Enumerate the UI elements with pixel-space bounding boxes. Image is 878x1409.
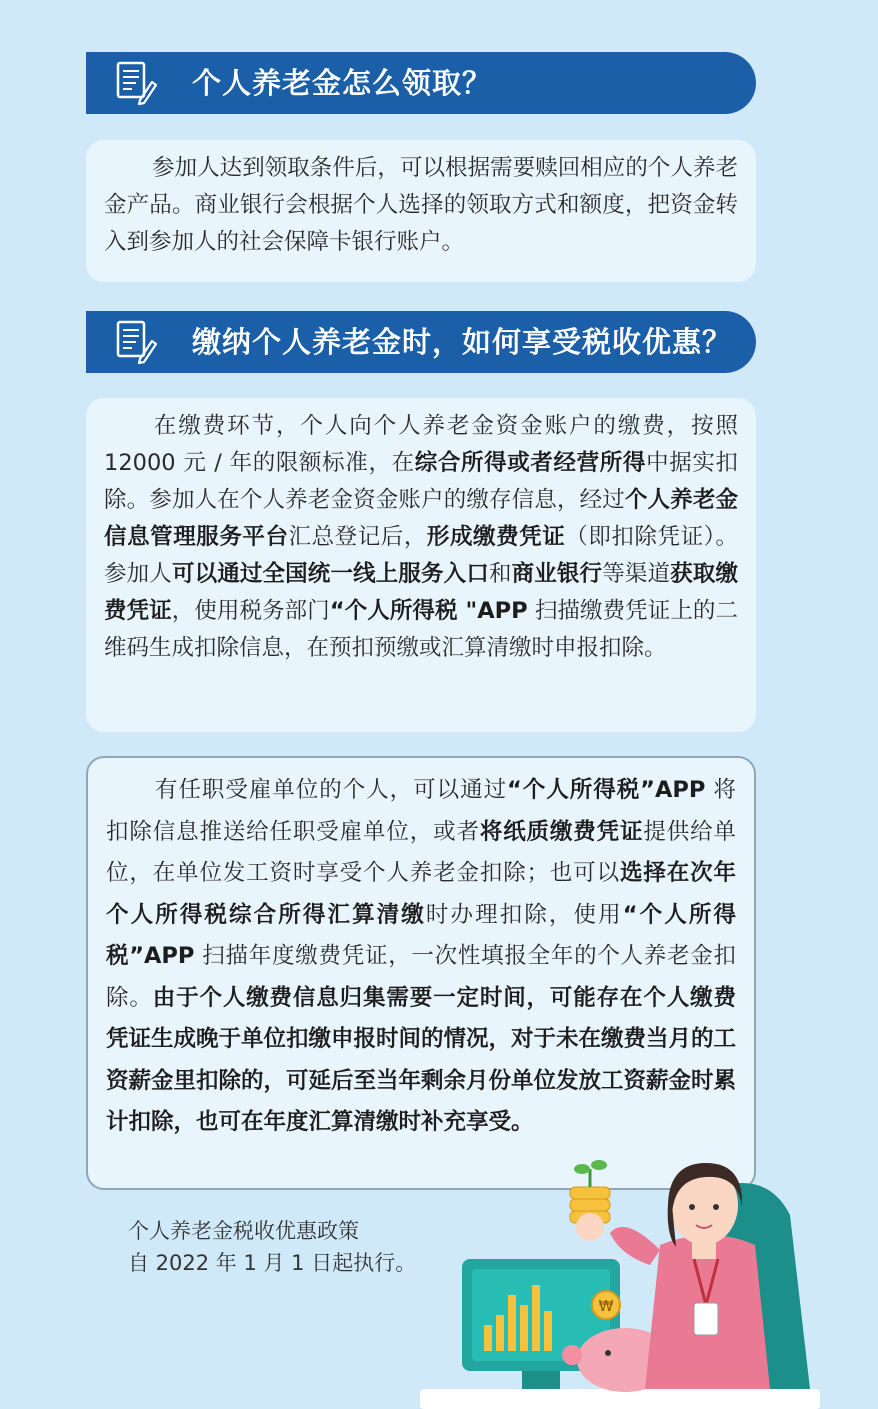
section2-title: 缴纳个人养老金时，如何享受税收优惠？ <box>192 325 733 359</box>
section2-paragraph-2: 有任职受雇单位的个人，可以通过“个人所得税”APP 将扣除信息推送给任职受雇单位，或者将纸质缴费凭证提供给单位，在单位发工资时享受个人养老金扣除；也可以选择在次年个人所得税综合所得汇算清缴时办理扣除，使用“个人所得税”APP 扫描年度缴费凭证，一次性填报全年的个人养老金扣除。由于个人缴费信息归集需要一定时间，可能存在个人缴费凭证生成晚于单位扣缴申报时间的情况，对于未在缴费当月的工资薪金里扣除的，可延后至当年剩余月份单位发放工资薪金时累计扣除，也可在年度汇算清缴时补充享受。 <box>106 777 737 1135</box>
section2-paragraph-1: 在缴费环节，个人向个人养老金资金账户的缴费，按照 12000 元 / 年的限额标准，在综合所得或者经营所得中据实扣除。参加人在个人养老金资金账户的缴存信息，经过个人养老金信息管理服务平台汇总登记后，形成缴费凭证（即扣除凭证）。参加人可以通过全国统一线上服务入口和商业银行等渠道获取缴费凭证，使用税务部门“个人所得税 "APP 扫描缴费凭证上的二维码生成扣除信息，在预扣预缴或汇算清缴时申报扣除。 <box>104 413 738 661</box>
document-pen-icon <box>112 60 158 106</box>
section1-banner <box>86 52 756 114</box>
woman-computer-piggy-bank-illustration <box>410 1155 850 1409</box>
svg-text:₩: ₩ <box>598 1297 614 1315</box>
section1-title: 个人养老金怎么领取？ <box>192 66 493 100</box>
section2-card-1 <box>86 398 756 732</box>
section2-banner <box>86 311 756 373</box>
section1-paragraph: 参加人达到领取条件后，可以根据需要赎回相应的个人养老金产品。商业银行会根据个人选择的领取方式和额度，把资金转入到参加人的社会保障卡银行账户。 <box>104 155 738 255</box>
section2-card-2 <box>86 756 756 1190</box>
desk <box>420 1389 820 1409</box>
policy-note-line2: 自 2022 年 1 月 1 日起执行。 <box>128 1251 417 1275</box>
document-pen-icon <box>112 319 158 365</box>
section1-card <box>86 140 756 282</box>
policy-note-line1: 个人养老金税收优惠政策 <box>128 1219 359 1243</box>
policy-note <box>128 1215 416 1279</box>
monitor-stand <box>522 1371 560 1389</box>
